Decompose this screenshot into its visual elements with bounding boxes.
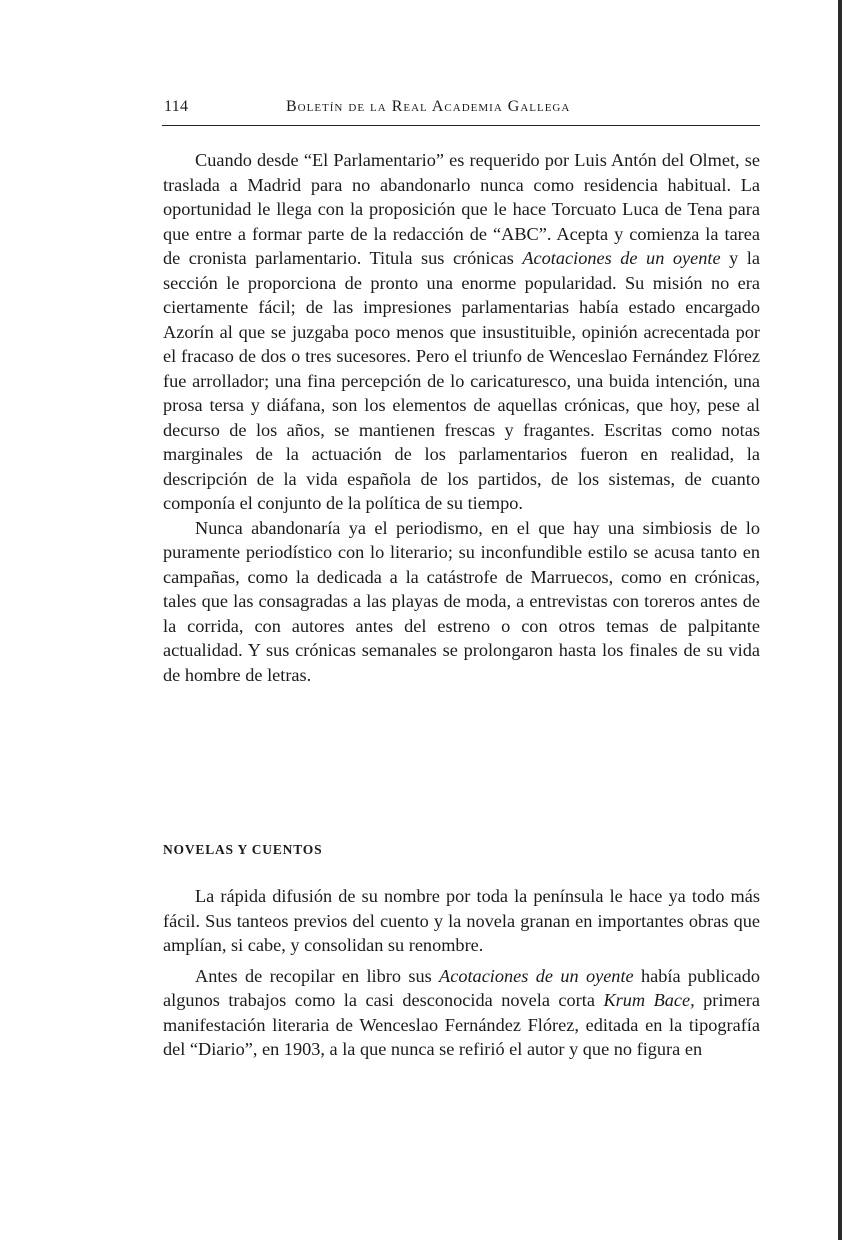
paragraph [163,964,760,1062]
italic-title: Acotaciones de un oyente [439,965,634,986]
paragraph: La rápida difusión de su nombre por toda la península le hace ya todo más fácil. Sus tanteos previos del cuento y la novela granan en importantes obras que amplían, si cabe, y consolidan su renombre. [163,886,760,955]
running-header [162,98,762,124]
paragraph-text: y la sección le proporciona de pronto una enorme popularidad. Su misión no era ciertamente fácil; de las impresiones parlamentarias había estado encargado Azorín al que se juzgaba poco menos que insustituible, opinión acrecentada por el fracaso de dos o tres sucesores. Pero el triunfo de Wenceslao Fernández Flórez fue arrollador; una fina percepción de lo caricaturesco, una buida intención, una prosa tersa y diáfana, son los elementos de aquellas crónicas, que hoy, pese al decurso de los años, se mantienen frescas y fragantes. Escritas como notas marginales de la actuación de los parlamentarios fueron en realidad, la descripción de la vida española de los partidos, de los sistemas, de cuanto componía el conjunto de la política de su tiempo. [163,248,761,513]
section-body-1 [163,148,760,687]
page-number: 114 [164,98,189,115]
italic-title: Krum Bace, [603,990,695,1010]
italic-title: Acotaciones de un oyente [522,248,721,268]
section-body-2 [163,884,760,1062]
paragraph-text: había publicado algunos trabajos como la casi desconocida novela corta [163,965,761,1010]
journal-title: Boletín de la Real Academia Gallega [286,98,571,115]
section-heading: NOVELAS Y CUENTOS [163,842,323,857]
paragraph-text: primera manifestación literaria de Wenceslao Fernández Flórez, editada en la tipografía del “Diario”, en 1903, a la que nunca se refirió el autor y que no figura en [163,990,761,1059]
paragraph: Nunca abandonaría ya el periodismo, en el que hay una simbiosis de lo puramente periodístico con lo literario; su inconfundible estilo se acusa tanto en campañas, como la dedicada a la catástrofe de Marruecos, como en crónicas, tales que las consagradas a las playas de moda, a entrevistas con toreros antes de la corrida, con autores antes del estreno o con otros temas de palpitante actualidad. Y sus crónicas semanales se prolongaron hasta los finales de su vida de hombre de letras. [163,517,760,685]
paragraph-text: Cuando desde “El Parlamentario” es requerido por Luis Antón del Olmet, se traslada a Madrid para no abandonarlo nunca como residencia habitual. La oportunidad le llega con la proposición que le hace Torcuato Luca de Tena para que entre a formar parte de la redacción de “ABC”. Acepta y comienza la tarea de cronista parlamentario. Titula sus crónicas [163,150,760,268]
paragraph [163,148,760,516]
page-binding-edge [838,0,842,1240]
paragraph-text: Antes de recopilar en libro sus [195,965,440,986]
header-rule [162,125,760,126]
